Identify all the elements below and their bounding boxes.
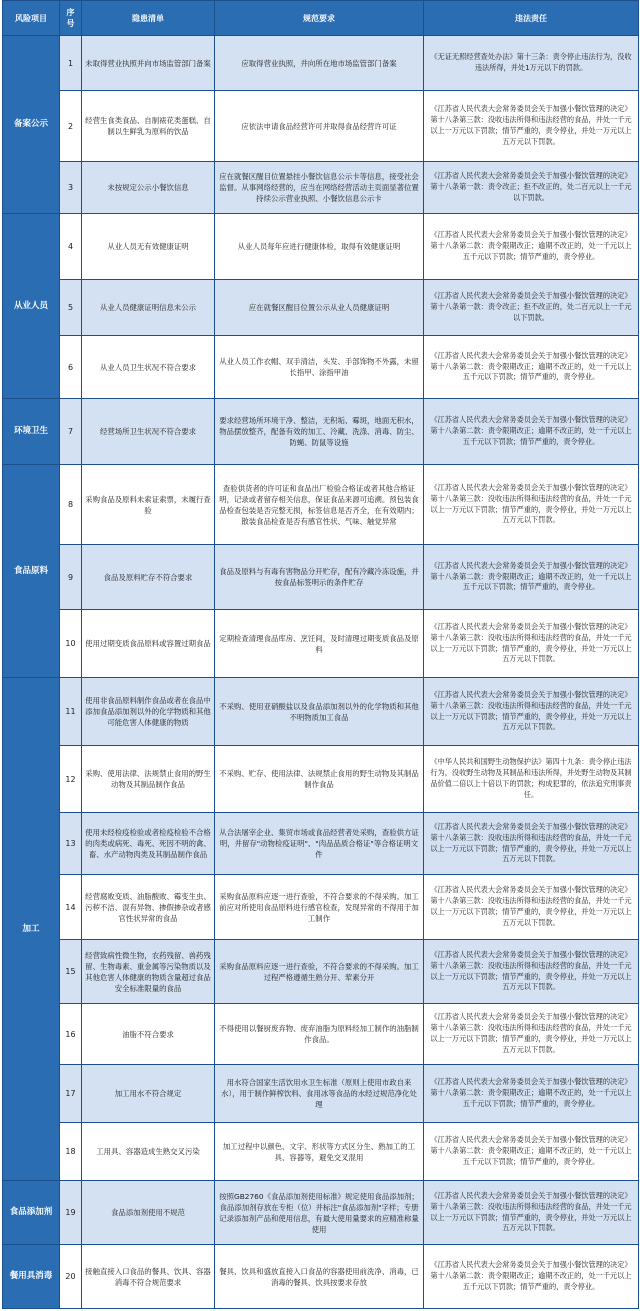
hazard-cell: 油脂不符合要求 — [82, 1004, 215, 1065]
requirement-cell: 要求经营场所环境干净、整洁，无积垢、霉斑，地面无积水，物品摆放整齐，配备有效的加工、冷藏、洗涤、消毒、防尘、防蝇、防鼠等设施 — [215, 399, 424, 465]
hazard-cell: 加工用水不符合规定 — [82, 1065, 215, 1123]
header-category: 风险项目 — [3, 1, 60, 36]
liability-cell: 《江苏省人民代表大会常务委员会关于加强小餐饮管理的决定》第十八条第二款：责令限期改正；逾期不改正的，处一千元以上五千元以下罚款；情节严重的，责令停业。 — [424, 1245, 639, 1309]
requirement-cell: 加工过程中以颜色、文字、形状等方式区分生、熟加工的工具、容器等，避免交叉混用 — [215, 1123, 424, 1181]
table-row — [3, 1004, 639, 1065]
requirement-cell: 从合法屠宰企业、集贸市场或食品经营者处采购，查验供方证明，并留存"动物检疫证明"、"肉品品质合格证"等合格证明文件 — [215, 813, 424, 875]
row-number: 18 — [60, 1123, 82, 1181]
row-number: 3 — [60, 162, 82, 214]
hazard-cell: 经营场所卫生状况不符合要求 — [82, 399, 215, 465]
table-row — [3, 162, 639, 214]
table-row — [3, 1181, 639, 1245]
hazard-cell: 从业人员健康证明信息未公示 — [82, 280, 215, 336]
hazard-cell: 采购、使用法律、法规禁止食用的野生动物及其制品制作食品 — [82, 746, 215, 813]
requirement-cell: 从业人员工作衣帽、双手清洁，头发、手部饰物不外露，未留长指甲、涂指甲油 — [215, 336, 424, 399]
hazard-cell: 未按规定公示小餐饮信息 — [82, 162, 215, 214]
row-number: 9 — [60, 545, 82, 610]
liability-cell: 《江苏省人民代表大会常务委员会关于加强小餐饮管理的决定》第十八条第三款：没收违法所得和违法经营的食品，并处一千元以上一万元以下罚款；情节严重的，责令停业，并处一万元以上五万元以下罚款。 — [424, 678, 639, 746]
hazard-cell: 经营致病性微生物，农药残留、兽药残留、生物毒素、重金属等污染物质以及其他危害人体健康的物质含量超过食品安全标准限量的食品 — [82, 940, 215, 1004]
liability-cell: 《江苏省人民代表大会常务委员会关于加强小餐饮管理的决定》第十八条第二款：责令限期改正；逾期不改正的，处一千元以上五千元以下罚款；情节严重的，责令停业。 — [424, 1065, 639, 1123]
liability-cell: 《江苏省人民代表大会常务委员会关于加强小餐饮管理的决定》第十八条第二款：责令限期改正；逾期不改正的，处一千元以上五千元以下罚款；情节严重的，责令停业。 — [424, 336, 639, 399]
liability-cell: 《江苏省人民代表大会常务委员会关于加强小餐饮管理的决定》第十八条第三款：没收违法所得和违法经营的食品，并处一千元以上一万元以下罚款；情节严重的，责令停业，并处一万元以上五万元以下罚款。 — [424, 813, 639, 875]
table-row — [3, 214, 639, 280]
requirement-cell: 采购食品原料应逐一进行查验，不符合要求的不得采购。加工前应对所使用食品原料进行感官检查，发现异常的不得用于加工制作 — [215, 875, 424, 940]
row-number: 13 — [60, 813, 82, 875]
requirement-cell: 应取得营业执照，并向所在地市场监管部门备案 — [215, 36, 424, 91]
requirement-cell: 查验供货者的许可证和食品出厂检验合格证或者其他合格证明，记录或者留存相关信息，保证食品来源可追溯。预包装食品检查包装是否完整无损，标签信息是否齐全，在有效期内；散装食品检查是否有感官性状、气味、触觉异常 — [215, 465, 424, 545]
hazard-checklist-table — [2, 0, 639, 1309]
row-number: 17 — [60, 1065, 82, 1123]
requirement-cell: 应在就餐区醒目位置公示从业人员健康证明 — [215, 280, 424, 336]
table-row — [3, 545, 639, 610]
table-row — [3, 610, 639, 678]
hazard-cell: 从业人员卫生状况不符合要求 — [82, 336, 215, 399]
category-filing: 备案公示 — [3, 36, 60, 214]
requirement-cell: 采购食品原料应逐一进行查验，不符合要求的不得采购。加工过程严格遵循生熟分开、荤素分开 — [215, 940, 424, 1004]
table-row — [3, 399, 639, 465]
hazard-cell: 从业人员无有效健康证明 — [82, 214, 215, 280]
liability-cell: 《江苏省人民代表大会常务委员会关于加强小餐饮管理的决定》第十八条第三款：没收违法所得和违法经营的食品，并处一千元以上一万元以下罚款；情节严重的，责令停业，并处一万元以上五万元以下罚款。 — [424, 1004, 639, 1065]
liability-cell: 《江苏省人民代表大会常务委员会关于加强小餐饮管理的决定》第十八条第三款：没收违法所得和违法经营的食品，并处一千元以上一万元以下罚款；情节严重的，责令停业，并处一万元以上五万元以下罚款。 — [424, 875, 639, 940]
row-number: 14 — [60, 875, 82, 940]
table-row — [3, 336, 639, 399]
requirement-cell: 不得使用以餐厨废弃物、废弃油脂为原料经加工制作的油脂制作食品。 — [215, 1004, 424, 1065]
header-liability: 违法责任 — [424, 1, 639, 36]
row-number: 6 — [60, 336, 82, 399]
header-number: 序号 — [60, 1, 82, 36]
requirement-cell: 应依法申请食品经营许可并取得食品经营许可证 — [215, 91, 424, 162]
row-number: 8 — [60, 465, 82, 545]
hazard-cell: 使用过期变质食品原料或容置过期食品 — [82, 610, 215, 678]
requirement-cell: 用水符合国家生活饮用水卫生标准（原则上使用市政自来水），用于制作鲜榨饮料、食用冰等食品的水经过规范净化处理 — [215, 1065, 424, 1123]
requirement-cell: 餐具、饮具和盛放直接入口食品的容器使用前洗净、消毒，已消毒的餐具、饮具按要求存放 — [215, 1245, 424, 1309]
hazard-cell: 接触直接入口食品的餐具、饮具、容器消毒不符合规范要求 — [82, 1245, 215, 1309]
category-tableware: 餐用具消毒 — [3, 1245, 60, 1309]
hazard-cell: 采购食品及原料未索证索票，未履行查验 — [82, 465, 215, 545]
table-row — [3, 1123, 639, 1181]
row-number: 19 — [60, 1181, 82, 1245]
requirement-cell: 不采购、贮存、使用法律、法规禁止食用的野生动物及其制品制作食品 — [215, 746, 424, 813]
row-number: 7 — [60, 399, 82, 465]
table-row — [3, 36, 639, 91]
liability-cell: 《江苏省人民代表大会常务委员会关于加强小餐饮管理的决定》第十八条第三款：没收违法所得和违法经营的食品，并处一千元以上一万元以下罚款；情节严重的，责令停业，并处一万元以上五万元以下罚款。 — [424, 940, 639, 1004]
liability-cell: 《江苏省人民代表大会常务委员会关于加强小餐饮管理的决定》第十八条第二款：责令限期改正；逾期不改正的，处一千元以上五千元以下罚款；情节严重的，责令停业。 — [424, 214, 639, 280]
table-row — [3, 280, 639, 336]
category-raw-materials: 食品原料 — [3, 465, 60, 678]
row-number: 2 — [60, 91, 82, 162]
hazard-cell: 工用具、容器造成生熟交叉污染 — [82, 1123, 215, 1181]
table-row — [3, 1065, 639, 1123]
hazard-cell: 未取得营业执照并向市场监管部门备案 — [82, 36, 215, 91]
row-number: 5 — [60, 280, 82, 336]
hazard-cell: 经营生食类食品、自制裱花类蛋糕、自制以生鲜乳为原料的饮品 — [82, 91, 215, 162]
table-row — [3, 813, 639, 875]
liability-cell: 《江苏省人民代表大会常务委员会关于加强小餐饮管理的决定》第十八条第二款：责令限期改正；逾期不改正的，处一千元以上五千元以下罚款；情节严重的，责令停业。 — [424, 1123, 639, 1181]
row-number: 11 — [60, 678, 82, 746]
requirement-cell: 定期检查清理食品库房、烹饪间，及时清理过期变质食品及原料 — [215, 610, 424, 678]
liability-cell: 《江苏省人民代表大会常务委员会关于加强小餐饮管理的决定》第十八条第三款：没收违法所得和违法经营的食品，并处一千元以上一万元以下罚款；情节严重的，责令停业，并处一万元以上五万元以下罚款。 — [424, 610, 639, 678]
requirement-cell: 按照GB2760《食品添加剂使用标准》规定使用食品添加剂；食品添加剂存放在专柜（位）并标注"食品添加剂"字样；专册记录添加剂产品和使用信息，有最大使用量要求的应精准称量使用 — [215, 1181, 424, 1245]
row-number: 4 — [60, 214, 82, 280]
table-row — [3, 465, 639, 545]
liability-cell: 《江苏省人民代表大会常务委员会关于加强小餐饮管理的决定》第十八条第一款：责令改正；拒不改正的，处二百元以上一千元以下罚款。 — [424, 280, 639, 336]
liability-cell: 《江苏省人民代表大会常务委员会关于加强小餐饮管理的决定》第十八条第三款：没收违法所得和违法经营的食品，并处一千元以上一万元以下罚款；情节严重的，责令停业，并处一万元以上五万元以下罚款。 — [424, 91, 639, 162]
requirement-cell: 食品及原料与有毒有害物品分开贮存，配有冷藏冷冻设施，并按食品标签明示的条件贮存 — [215, 545, 424, 610]
liability-cell: 《无证无照经营查处办法》第十三条：责令停止违法行为，没收违法所得，并处1万元以下的罚款。 — [424, 36, 639, 91]
liability-cell: 《江苏省人民代表大会常务委员会关于加强小餐饮管理的决定》第十八条第三款：没收违法所得和违法经营的食品，并处一千元以上一万元以下罚款；情节严重的，责令停业，并处一万元以上五万元以下罚款。 — [424, 1181, 639, 1245]
requirement-cell: 应在就餐区醒目位置悬挂小餐饮信息公示卡等信息，接受社会监督。从事网络经营的，应当在网络经营活动主页面显著位置持续公示营业执照、小餐饮信息公示卡 — [215, 162, 424, 214]
requirement-cell: 从业人员每年应进行健康体检，取得有效健康证明 — [215, 214, 424, 280]
header-requirement: 规范要求 — [215, 1, 424, 36]
row-number: 15 — [60, 940, 82, 1004]
requirement-cell: 不采购、使用亚硝酸盐以及食品添加剂以外的化学物质和其他不明物质加工食品 — [215, 678, 424, 746]
row-number: 10 — [60, 610, 82, 678]
table-row — [3, 1245, 639, 1309]
hazard-cell: 使用未经检疫检验或者检疫检验不合格的肉类或病死、毒死、死因不明的禽、畜、水产动物肉类及其制品制作食品 — [82, 813, 215, 875]
header-row — [3, 1, 639, 36]
header-hazard: 隐患清单 — [82, 1, 215, 36]
table-row — [3, 746, 639, 813]
category-environment: 环境卫生 — [3, 399, 60, 465]
category-additives: 食品添加剂 — [3, 1181, 60, 1245]
row-number: 1 — [60, 36, 82, 91]
category-staff: 从业人员 — [3, 214, 60, 399]
row-number: 12 — [60, 746, 82, 813]
table-row — [3, 91, 639, 162]
hazard-cell: 食品及原料贮存不符合要求 — [82, 545, 215, 610]
table-row — [3, 678, 639, 746]
liability-cell: 《江苏省人民代表大会常务委员会关于加强小餐饮管理的决定》第十八条第二款：责令限期改正；逾期不改正的，处一千元以上五千元以下罚款；情节严重的，责令停业。 — [424, 545, 639, 610]
category-processing: 加工 — [3, 678, 60, 1181]
row-number: 16 — [60, 1004, 82, 1065]
hazard-cell: 经营腐败变质、油脂酸败、霉变生虫、污秽不洁、混有异物、掺假掺杂或者感官性状异常的食品 — [82, 875, 215, 940]
liability-cell: 《江苏省人民代表大会常务委员会关于加强小餐饮管理的决定》第十八条第一款：责令改正；拒不改正的，处二百元以上一千元以下罚款。 — [424, 162, 639, 214]
liability-cell: 《江苏省人民代表大会常务委员会关于加强小餐饮管理的决定》第十八条第三款：没收违法所得和违法经营的食品，并处一千元以上一万元以下罚款；情节严重的，责令停业，并处一万元以上五万元以下罚款。 — [424, 465, 639, 545]
table-row — [3, 940, 639, 1004]
hazard-cell: 使用非食品原料制作食品或者在食品中添加食品添加剂以外的化学物质和其他可能危害人体健康的物质 — [82, 678, 215, 746]
liability-cell: 《江苏省人民代表大会常务委员会关于加强小餐饮管理的决定》第十八条第二款：责令限期改正；逾期不改正的，处一千元以上五千元以下罚款；情节严重的，责令停业。 — [424, 399, 639, 465]
row-number: 20 — [60, 1245, 82, 1309]
table-row — [3, 875, 639, 940]
hazard-cell: 食品添加剂使用不规范 — [82, 1181, 215, 1245]
liability-cell: 《中华人民共和国野生动物保护法》第四十九条：责令停止违法行为，没收野生动物及其制品和违法所得，并处野生动物及其制品价值二倍以上十倍以下的罚款；构成犯罪的，依法追究刑事责任。 — [424, 746, 639, 813]
